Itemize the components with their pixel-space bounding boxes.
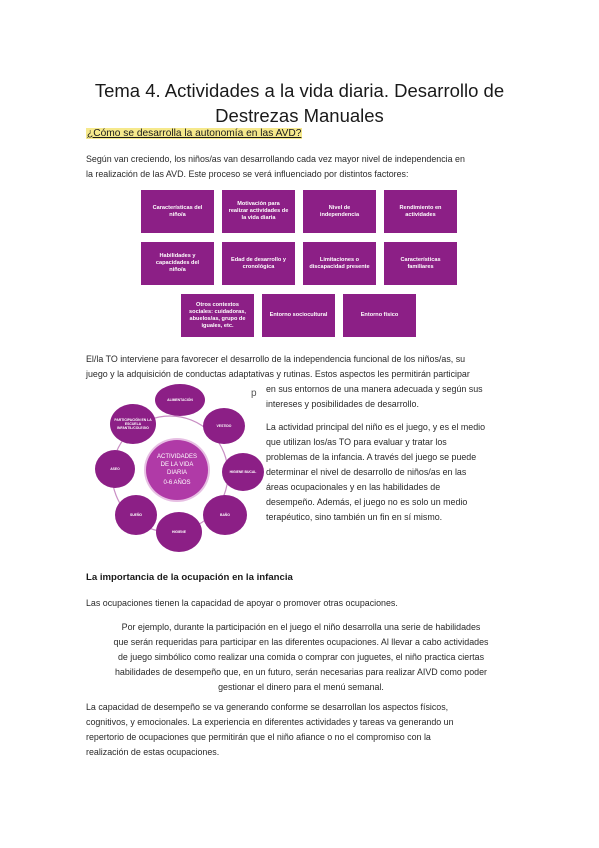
text-line: determinar el nivel de desarrollo de niños/as en las [266,467,467,477]
text-line: gestionar el dinero para el menú semanal. [218,682,384,692]
cycle-item-circle: ALIMENTACIÓN [155,384,205,416]
factor-box: Características del niño/a [141,190,214,233]
text-line: intereses y posibilidades de desarrollo. [266,399,419,409]
cycle-item-circle: HIGIENE BUCAL [222,453,264,491]
text-line: El/la TO interviene para favorecer el desarrollo de la independencia funcional de los niños/as, su [86,354,466,364]
text-line: repertorio de ocupaciones que permitirán que el niño afiance o no el compromiso con la [86,732,431,742]
text-line: Por ejemplo, durante la participación en el juego el niño desarrolla una serie de habilidades [121,622,481,632]
occupation-paragraph: Las ocupaciones tienen la capacidad de apoyar o promover otras ocupaciones. [86,598,398,608]
text-line: juego y la adquisición de conductas adaptativas y rutinas. Estos aspectos les permitirán participar [86,369,470,379]
to-paragraph-continued [266,382,516,412]
factor-box: Nivel de independencia [303,190,376,233]
cycle-item-circle: BAÑO [203,495,247,535]
text-line: la realización de las AVD. Este proceso se verá influenciado por distintos factores: [86,169,409,179]
text-line: que utilizan los/as TO para evaluar y tratar los [266,437,447,447]
intro-paragraph [86,152,516,182]
text-line: La capacidad de desempeño se va generando conforme se desarrollan los aspectos físicos, [86,702,449,712]
question-heading [86,128,302,139]
cycle-center [144,438,210,502]
section-heading: La importancia de la ocupación en la infancia [86,572,293,583]
text-line: cognitivos, y emocionales. La experiencia en diferentes actividades y tareas va generando un [86,717,454,727]
text-line: desempeño. Además, el juego no es solo un medio [266,497,468,507]
play-paragraph [266,420,516,525]
page-title-line: Tema 4. Actividades a la vida diaria. Desarrollo de [94,80,505,101]
cycle-item-circle: ASEO [95,450,135,488]
cycle-item-circle: HIGIENE [156,512,202,552]
text-line: en sus entornos de una manera adecuada y según sus [266,384,483,394]
stray-character: p [251,388,257,399]
cycle-center-line: ACTIVIDADES [156,454,197,460]
text-line: problemas de la infancia. A través del juego se puede [266,452,477,462]
cycle-item-circle: PARTICIPACIÓN EN LA ESCUELA INFANTIL/COLEGIO [110,404,156,444]
page-title-line: Destrezas Manuales [215,105,384,126]
cycle-item-circle: VESTIDO [203,408,245,444]
factor-box: Entorno físico [343,294,416,337]
text-line: terapéutico, sino también un fin en sí mismo. [266,512,443,522]
final-paragraph [86,700,516,760]
factor-box: Entorno sociocultural [262,294,335,337]
to-paragraph [86,352,516,382]
cycle-center-line: DIARIA [166,470,187,476]
factor-box: Habilidades y capacidades del niño/a [141,242,214,285]
factor-box: Rendimiento en actividades [384,190,457,233]
example-paragraph [86,620,516,695]
factor-box: Limitaciones o discapacidad presente [303,242,376,285]
text-line: que serán requeridas para participar en las diferentes ocupaciones. Al llevar a cabo actividades [113,637,489,647]
cycle-item-circle: SUEÑO [115,495,157,535]
factor-box: Motivación para realizar actividades de la vida diaria [222,190,295,233]
cycle-center-line: DE LA VIDA [160,462,194,468]
cycle-center-line: 0-6 AÑOS [163,480,191,486]
text-line: Según van creciendo, los niños/as van desarrollando cada vez mayor nivel de independencia en [86,154,465,164]
text-line: habilidades de desempeño que, en un futuro, serán necesarias para realizar AIVD como poder [115,667,487,677]
text-line: realización de estas ocupaciones. [86,747,220,757]
text-line: La actividad principal del niño es el juego, y es el medio [266,422,486,432]
text-line: áreas ocupacionales y en las habilidades de [266,482,441,492]
page-title [60,78,539,128]
highlighted-question: ¿Cómo se desarrolla la autonomía en las AVD? [87,128,302,139]
factor-box: Otros contextos sociales: cuidadoras, abuelos/as, grupo de iguales, etc. [181,294,254,337]
factor-box: Edad de desarrollo y cronológica [222,242,295,285]
text-line: de juego simbólico como realizar una comida o comprar con juguetes, el niño practica ciertas [117,652,485,662]
factor-box: Características familiares [384,242,457,285]
